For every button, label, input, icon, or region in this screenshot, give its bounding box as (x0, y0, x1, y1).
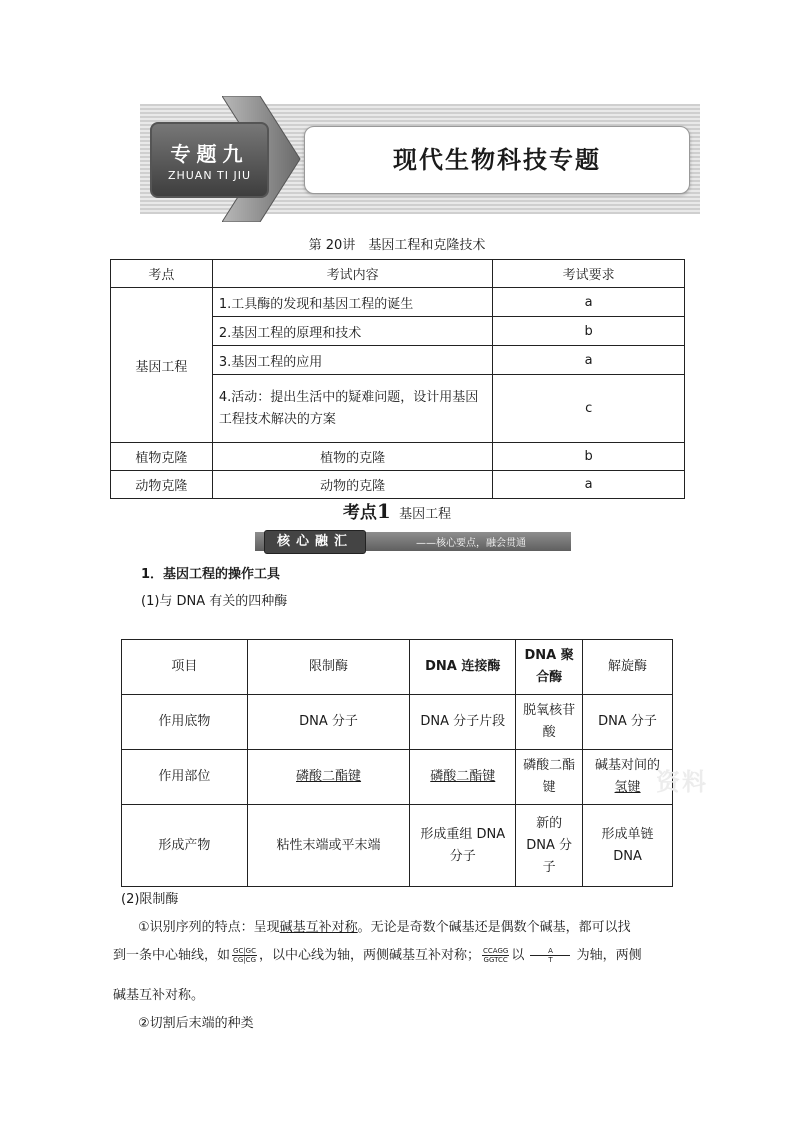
subsection-heading: (1)与 DNA 有关的四种酶 (141, 594, 288, 609)
table-cell: DNA 分子 (247, 695, 410, 750)
row-label: 作用底物 (122, 695, 248, 750)
content-cell: 植物的克隆 (212, 443, 492, 471)
table-row (122, 695, 673, 750)
kaodian-heading (0, 498, 794, 523)
paragraph-line (138, 916, 678, 935)
table-row (111, 288, 685, 317)
table-cell: 形成单链 DNA (583, 805, 673, 887)
section-subtitle: ——核心要点，融会贯通 (416, 538, 526, 549)
cell-text: 氢键 (614, 780, 641, 795)
text: 。无论是奇数个碱基还是偶数个碱基，都可以找 (357, 920, 631, 935)
sequence-fraction: $\frac{GC|GC}{CG|CG}$ (233, 947, 256, 964)
table-cell: DNA 分子片段 (410, 695, 516, 750)
content-cell: 1.工具酶的发现和基因工程的诞生 (212, 288, 492, 317)
text-underlined: 碱基互补对称 (279, 920, 358, 935)
requirement-cell: a (493, 288, 685, 317)
table-header: 考点 (111, 260, 213, 288)
table-header: DNA 连接酶 (410, 640, 516, 695)
text: 到一条中心轴线，如 (113, 948, 231, 963)
requirement-cell: b (493, 443, 685, 471)
text: 为轴，两侧 (576, 948, 642, 963)
requirement-cell: c (493, 375, 685, 443)
text: ，以中心线为轴，两侧碱基互补对称； (259, 948, 481, 963)
content-cell: 3.基因工程的应用 (212, 346, 492, 375)
table-row (111, 471, 685, 499)
cell-text: 碱基对间的 (595, 758, 661, 773)
enzyme-table (121, 639, 673, 887)
content-cell: 2.基因工程的原理和技术 (212, 317, 492, 346)
section-heading: 1．基因工程的操作工具 (141, 567, 281, 582)
table-row (122, 750, 673, 805)
table-cell: 形成重组 DNA 分子 (410, 805, 516, 887)
table-cell: 磷酸二酯键 (247, 750, 410, 805)
lecture-title: 第 20讲 基因工程和克隆技术 (308, 238, 486, 253)
text: 以 (511, 948, 525, 963)
row-label: 形成产物 (122, 805, 248, 887)
table-header-row (111, 260, 685, 288)
table-header: 解旋酶 (583, 640, 673, 695)
table-header: 限制酶 (247, 640, 410, 695)
table-cell: 磷酸二酯键 (516, 750, 583, 805)
topic-cell: 植物克隆 (111, 443, 213, 471)
paragraph-line (113, 944, 683, 964)
kaodian-number: 1 (376, 499, 391, 523)
topic-tag-cn: 专题九 (170, 142, 249, 166)
table-header: 项目 (122, 640, 248, 695)
topic-tag-en: ZHUAN TI JIU (167, 169, 252, 182)
table-cell: 粘性末端或平末端 (247, 805, 410, 887)
sequence-fraction: $\frac{A}{T}$ (530, 947, 570, 964)
table-cell: 脱氧核苷酸 (516, 695, 583, 750)
table-header: 考试要求 (493, 260, 685, 288)
table-row (122, 805, 673, 887)
table-header: 考试内容 (212, 260, 492, 288)
content-cell: 4.活动：提出生活中的疑难问题，设计用基因工程技术解决的方案 (212, 375, 492, 443)
topic-tag (150, 122, 269, 198)
subsection-heading: (2)限制酶 (121, 892, 179, 907)
table-cell: 磷酸二酯键 (410, 750, 516, 805)
section-label: 核心融汇 (264, 530, 366, 554)
topic-cell: 基因工程 (111, 288, 213, 443)
kaodian-prefix: 考点 (342, 503, 377, 523)
row-label: 作用部位 (122, 750, 248, 805)
content-cell: 动物的克隆 (212, 471, 492, 499)
table-row (111, 443, 685, 471)
topic-title: 现代生物科技专题 (393, 146, 601, 174)
text: ①识别序列的特点：呈现 (138, 920, 280, 935)
watermark: 资料 (656, 768, 708, 796)
paragraph-line: 碱基互补对称。 (113, 988, 205, 1003)
table-header: DNA 聚合酶 (516, 640, 583, 695)
topic-title-box (304, 126, 690, 194)
requirement-cell: b (493, 317, 685, 346)
topic-cell: 动物克隆 (111, 471, 213, 499)
kaodian-title: 基因工程 (399, 507, 452, 522)
sequence-fraction: $\frac{\text{CCAGG}}{\text{GGTCC}}$ (483, 947, 509, 964)
table-header-row (122, 640, 673, 695)
exam-table (110, 259, 685, 499)
table-cell: 新的 DNA 分子 (516, 805, 583, 887)
paragraph-line: ②切割后末端的种类 (138, 1016, 254, 1031)
requirement-cell: a (493, 346, 685, 375)
table-cell: DNA 分子 (583, 695, 673, 750)
requirement-cell: a (493, 471, 685, 499)
